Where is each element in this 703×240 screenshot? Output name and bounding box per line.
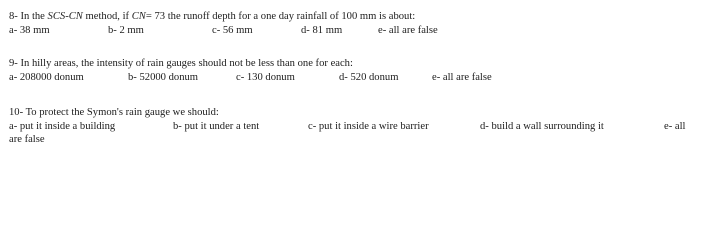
question-8-option-e: e- all are false [378, 25, 438, 36]
question-9-option-d: d- 520 donum [339, 72, 399, 83]
question-10-option-a: a- put it inside a building [9, 121, 116, 132]
question-8-option-d: d- 81 mm [301, 25, 343, 36]
question-8-option-b: b- 2 mm [108, 25, 144, 36]
question-10-option-e-continuation: are false [9, 134, 45, 145]
question-8-stem [9, 11, 415, 23]
question-8-options [9, 25, 438, 37]
question-9-option-c: c- 130 donum [236, 72, 295, 83]
question-8-method-name: SCS-CN [47, 11, 83, 22]
question-10-options [9, 121, 694, 133]
question-8-stem-part: = 73 the runoff depth for a one day rainfall of 100 mm is about: [145, 11, 416, 22]
question-10-option-b: b- put it under a tent [173, 121, 260, 132]
question-10-option-c: c- put it inside a wire barrier [308, 121, 429, 132]
question-9-option-a: a- 208000 donum [9, 72, 84, 83]
question-8-cn-symbol: CN [131, 11, 146, 22]
question-9-option-b: b- 52000 donum [128, 72, 199, 83]
question-8-option-c: c- 56 mm [212, 25, 253, 36]
question-9-stem: 9- In hilly areas, the intensity of rain gauges should not be less than one for each: [9, 58, 353, 69]
question-8-stem-part: method, if [82, 11, 132, 22]
question-8-option-a: a- 38 mm [9, 25, 50, 36]
question-10-stem: 10- To protect the Symon's rain gauge we should: [9, 107, 219, 118]
question-10-option-e: e- all [664, 121, 686, 132]
question-10-option-d: d- build a wall surrounding it [480, 121, 604, 132]
question-8-stem-part: 8- In the [9, 11, 48, 22]
question-9-options [9, 72, 569, 84]
question-9-option-e: e- all are false [432, 72, 492, 83]
